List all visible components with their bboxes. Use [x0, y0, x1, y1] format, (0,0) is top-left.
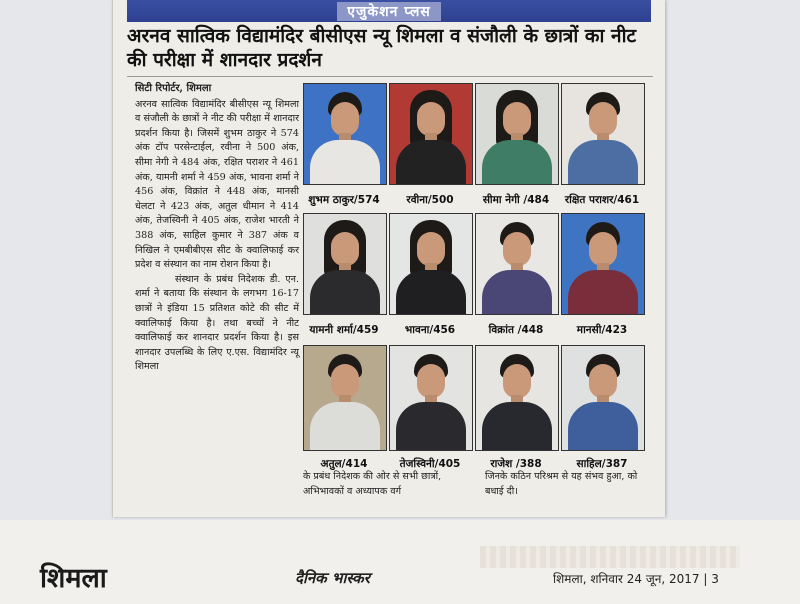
student-caption-6: भावना/456 — [404, 324, 456, 336]
student-photo-11 — [475, 345, 559, 451]
student-caption-4: रक्षित पराशर/461 — [564, 194, 640, 206]
student-photo-10 — [389, 345, 473, 451]
article-body — [135, 82, 299, 375]
student-photo-12 — [561, 345, 645, 451]
byline: सिटी रिपोर्टर, शिमला — [135, 83, 212, 94]
article-paragraph-2: संस्थान के प्रबंध निदेशक डी. एन. शर्मा ने बताया कि संस्थान के लगभग 16-17 छात्रों ने इंडिया 15 प्रतिशत कोटे की सीट में क्वालिफाई किया है। तथा बच्चों ने नीट क्वालिफाई कर शानदार प्रदर्शन किया है। इस शानदार उपलब्धि के लिए ए.एस. विद्यामंदिर न्यू शिमला — [135, 273, 299, 373]
student-caption-10: तेजस्विनी/405 — [399, 458, 461, 470]
student-caption-8: मानसी/423 — [576, 324, 628, 336]
newspaper-clipping — [112, 0, 665, 517]
student-photo-4 — [561, 83, 645, 185]
student-caption-7: विक्रांत /448 — [488, 324, 544, 336]
faded-print-strip — [480, 546, 740, 568]
student-photo-3 — [475, 83, 559, 185]
section-band — [127, 0, 651, 22]
footer-city-title: शिमला — [40, 563, 107, 594]
page-footer — [0, 520, 800, 604]
student-photo-8 — [561, 213, 645, 315]
article-continuation-1: के प्रबंध निदेशक की ओर से सभी छात्रों, अभिभावकों व अध्यापक वर्ग — [303, 471, 442, 497]
newspaper-name: दैनिक भास्कर — [295, 569, 370, 587]
student-caption-5: यामनी शर्मा/459 — [309, 324, 379, 336]
student-caption-1: शुभम ठाकुर/574 — [308, 194, 380, 206]
student-caption-9: अतुल/414 — [320, 458, 368, 470]
student-photo-6 — [389, 213, 473, 315]
student-caption-2: रवीना/500 — [406, 194, 454, 206]
article-paragraph-1: अरनव सात्विक विद्यामंदिर बीसीएस न्यू शिमला व संजौली के छात्रों ने नीट की परीक्षा में शानदार प्रदर्शन किया है। जिसमें शुभम ठाकुर ने 574 अंक टॉप परसेन्टाईल, रवीना ने 500 अंक, सीमा नेगी ने 484 अंक, रक्षित पराशर ने 461 अंक, यामनी शर्मा ने 459 अंक, भावना शर्मा ने 456 अंक, विक्रांत ने 448 अंक, मानसी धेलटा ने 423 अंक, अतुल धीमान ने 414 अंक, तेजस्विनी ने 405 अंक, राजेश भारती ने 388 अंक, साहिल कुमार ने 387 अंक व निखिल ने एमबीबीएस सीट के क्वालिफाई कर प्रदेश व संस्थान का नाम रोशन किया है। — [135, 98, 299, 271]
student-photo-2 — [389, 83, 473, 185]
student-photo-9 — [303, 345, 387, 451]
student-caption-11: राजेश /388 — [490, 458, 542, 470]
student-caption-12: साहिल/387 — [576, 458, 628, 470]
article-continuation-2: जिनके कठिन परिश्रम से यह संभव हुआ, को बधाई दी। — [485, 471, 638, 497]
student-photo-7 — [475, 213, 559, 315]
headline: अरनव सात्विक विद्यामंदिर बीसीएस न्यू शिमला व संजौली के छात्रों का नीट की परीक्षा में शानदार प्रदर्शन — [127, 24, 653, 77]
student-photo-5 — [303, 213, 387, 315]
student-photo-1 — [303, 83, 387, 185]
section-band-label: एजुकेशन प्लस — [337, 2, 441, 21]
student-caption-3: सीमा नेगी /484 — [482, 194, 550, 206]
footer-dateline: शिमला, शनिवार 24 जून, 2017 | 3 — [553, 572, 719, 586]
